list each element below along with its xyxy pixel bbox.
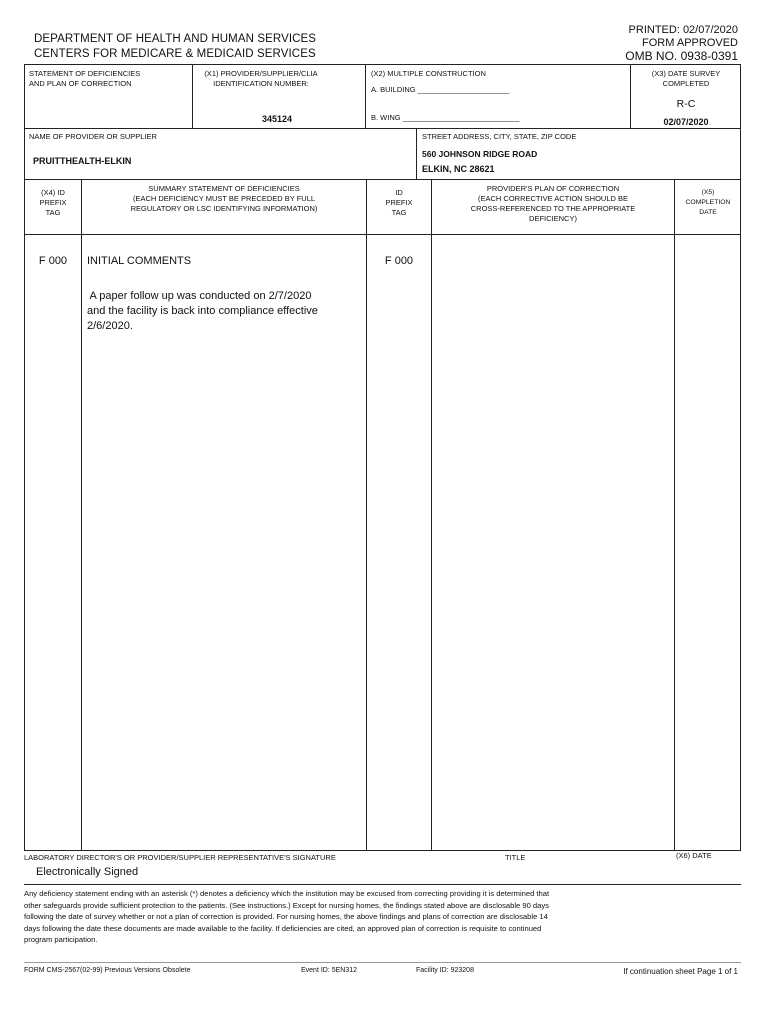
building-field: A. BUILDING ______________________	[371, 85, 510, 94]
department-header	[34, 32, 316, 62]
department-name: DEPARTMENT OF HEALTH AND HUMAN SERVICES	[34, 33, 317, 45]
x1-label: (X1) PROVIDER/SUPPLIER/CLIA IDENTIFICATION NUMBER:	[204, 69, 318, 88]
disclaimer: Any deficiency statement ending with an asterisk (*) denotes a deficiency which the institution may be excused from correcting providing it is determined that other safeguards provide sufficient protection to the patients. (See instructions.) Except for nursing homes, the findings stated above are disclosable 90 days following the date of survey whether or not a plan of correction is provided. For nursing homes, the above findings and plans of correction are disclosable 14 days following the date these documents are made available to the facility. If deficiencies are cited, an approved plan of correction is requisite to continued program participation.	[24, 889, 550, 944]
provider-name-label: NAME OF PROVIDER OR SUPPLIER	[29, 132, 157, 141]
completion-header: (X5) COMPLETION DATE	[685, 189, 731, 216]
title-label: TITLE	[505, 853, 526, 862]
x2-label: (X2) MULTIPLE CONSTRUCTION	[371, 69, 486, 78]
street-address: 560 JOHNSON RIDGE ROAD	[422, 149, 538, 159]
id-prefix-header: ID PREFIX TAG	[385, 188, 413, 217]
deficiency-table	[24, 179, 741, 851]
provider-name: PRUITTHEALTH-ELKIN	[33, 156, 132, 166]
facility-id: Facility ID: 923208	[416, 967, 474, 974]
printed-date: PRINTED: 02/07/2020	[628, 24, 738, 36]
x3-label: (X3) DATE SURVEY COMPLETED	[651, 69, 721, 88]
signature-value: Electronically Signed	[36, 866, 139, 878]
survey-code: R-C	[676, 98, 696, 110]
event-id: Event ID: 5EN312	[301, 967, 358, 974]
address-label: STREET ADDRESS, CITY, STATE, ZIP CODE	[422, 132, 577, 141]
plan-header: PROVIDER'S PLAN OF CORRECTION (EACH CORRECTIVE ACTION SHOULD BE CROSS-REFERENCED TO THE APPROPRIATE DEFICIENCY)	[470, 184, 636, 223]
prefix-tag: F 000	[38, 255, 68, 267]
entry-title: INITIAL COMMENTS	[87, 255, 192, 267]
date-label: (X6) DATE	[676, 851, 712, 860]
summary-header: SUMMARY STATEMENT OF DEFICIENCIES (EACH DEFICIENCY MUST BE PRECEDED BY FULL REGULATORY OR LSC IDENTIFYING INFORMATION)	[130, 184, 318, 213]
deficiency-summary: A paper follow up was conducted on 2/7/2020 and the facility is back into compliance effective 2/6/2020.	[87, 290, 318, 332]
signature-label: LABORATORY DIRECTOR'S OR PROVIDER/SUPPLIER REPRESENTATIVE'S SIGNATURE	[24, 853, 336, 862]
city-state-zip: ELKIN, NC 28621	[422, 164, 495, 174]
wing-field: B. WING ____________________________	[371, 113, 520, 122]
id-prefix-tag: F 000	[384, 255, 414, 267]
omb-number: OMB NO. 0938-0391	[625, 49, 738, 63]
form-meta	[625, 24, 738, 63]
page-indicator: If continuation sheet Page 1 of 1	[623, 967, 738, 976]
form-approved: FORM APPROVED	[642, 37, 738, 49]
x4-header: (X4) ID PREFIX TAG	[39, 188, 67, 217]
agency-name: CENTERS FOR MEDICARE & MEDICAID SERVICES	[34, 48, 316, 60]
form-number: FORM CMS-2567(02-99) Previous Versions Obsolete	[24, 967, 191, 974]
survey-date: 02/07/2020	[663, 117, 709, 127]
provider-id-number: 345124	[262, 114, 293, 124]
statement-label: STATEMENT OF DEFICIENCIES AND PLAN OF CORRECTION	[29, 69, 141, 88]
